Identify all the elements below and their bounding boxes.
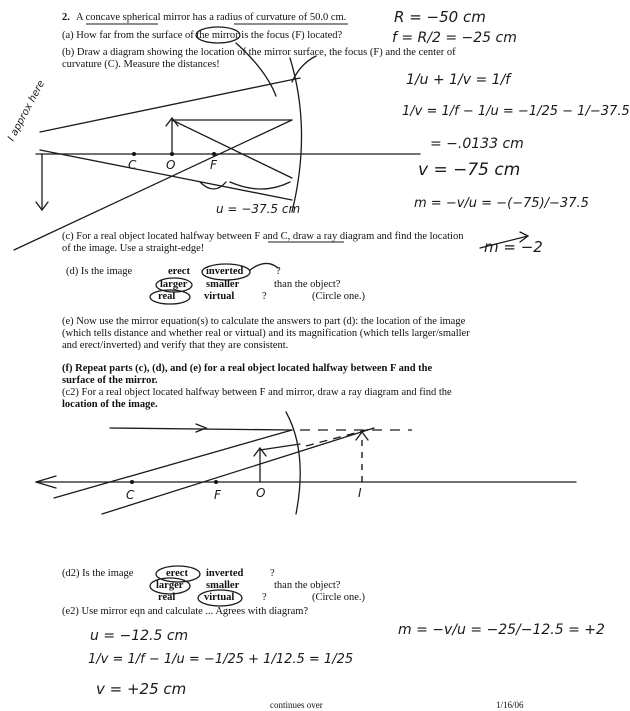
label-c-top: C [128, 158, 137, 172]
than-the-object: than the object? [274, 279, 341, 290]
problem-number: 2. [62, 12, 70, 23]
part-b-question-line1: (b) Draw a diagram showing the location of the mirror surface, the focus (F) and the center of [62, 47, 456, 58]
dashed-extension-diagonal [306, 428, 374, 446]
circle-one-note: (Circle one.) [312, 291, 366, 302]
option-erect: erect [168, 266, 190, 277]
hw-eq-top: 1/u + 1/v = 1/f [406, 72, 511, 88]
hw-v-result: v = −75 cm [418, 160, 521, 180]
part-f-line1: (f) Repeat parts (c), (d), and (e) for a real object located halfway between F and the [62, 363, 433, 374]
ray-lower-top [40, 150, 292, 200]
label-i-bottom: I [358, 486, 362, 500]
option-virtual: virtual [204, 291, 235, 302]
label-c-bottom: C [126, 488, 135, 502]
part-d2-label: (d2) Is the image [62, 568, 134, 579]
problem-statement: A concave spherical mirror has a radius of curvature of 50.0 cm. [76, 12, 347, 23]
d2-option-larger: larger [156, 580, 184, 591]
hw-focus: f = R/2 = −25 cm [392, 30, 517, 46]
hw-magnification: m = −v/u = −(−75)/−37.5 [414, 196, 589, 211]
mirror-arc-bottom [286, 412, 300, 514]
circle-larger-d2 [150, 578, 190, 594]
hw-side-note: I approx here [6, 78, 48, 144]
hw-u-label: u = −37.5 cm [216, 202, 301, 216]
part-c2-line2: location of the image. [62, 399, 158, 410]
option-smaller: smaller [206, 279, 240, 290]
d2-option-virtual: virtual [204, 592, 235, 603]
hw-eq-result: = −.0133 cm [430, 136, 524, 152]
check-mark-d [250, 263, 278, 270]
d2-option-inverted: inverted [206, 568, 244, 579]
question-mark: ? [262, 291, 267, 302]
axis-arrow-left [36, 476, 56, 482]
axis-arrow-left2 [36, 482, 56, 488]
option-real: real [158, 291, 176, 302]
option-larger: larger [160, 279, 188, 290]
ray-object-bottom [260, 444, 300, 450]
ray-reflected-bottom [54, 430, 292, 498]
part-c-question-line1: (c) For a real object located halfway between F and C, draw a ray diagram and find the location [62, 231, 464, 242]
hw-d2-magnification: m = −v/u = −25/−12.5 = +2 [398, 622, 605, 638]
ray-arrow-bottom [196, 424, 206, 432]
part-a-question: (a) How far from the surface of the mirror is the focus (F) located? [62, 30, 343, 41]
footer-date: 1/16/06 [496, 700, 524, 710]
option-inverted: inverted [206, 266, 244, 277]
part-e-line2: (which tells distance and whether real or virtual) and its magnification (which tells larger/smaller [62, 328, 470, 339]
part-c-question-line2: of the image. Use a straight-edge! [62, 243, 205, 254]
ray-focus-bottom [102, 428, 374, 514]
hw-eq-solve: 1/v = 1/f − 1/u = −1/25 − 1/−37.5 [402, 104, 630, 119]
circle-mirror-word [196, 27, 240, 43]
question-mark: ? [262, 592, 267, 603]
hw-d2-equation: 1/v = 1/f − 1/u = −1/25 + 1/12.5 = 1/25 [88, 652, 354, 667]
arrow-to-mirror [236, 43, 276, 96]
d2-option-erect: erect [166, 568, 188, 579]
hw-d2-v: v = +25 cm [96, 680, 187, 698]
d2-option-real: real [158, 592, 176, 603]
footer-continues: continues over [270, 700, 323, 710]
point-c-top [132, 152, 136, 156]
label-o-bottom: O [256, 486, 266, 500]
brace-mirror [230, 182, 290, 189]
question-mark: ? [270, 568, 275, 579]
part-c2-line1: (c2) For a real object located halfway between F and mirror, draw a ray diagram and find the [62, 387, 452, 398]
part-d-label: (d) Is the image [66, 266, 133, 277]
circle-erect-d2 [156, 566, 200, 582]
part-e-line1: (e) Now use the mirror equation(s) to calculate the answers to part (d): the location of the image [62, 316, 466, 327]
question-mark: ? [276, 266, 281, 277]
ray-upper-top [40, 78, 300, 132]
point-f-bottom [214, 480, 218, 484]
d2-option-smaller: smaller [206, 580, 240, 591]
part-b-question-line2: curvature (C). Measure the distances! [62, 59, 220, 70]
d2-than-the-object: than the object? [274, 580, 341, 591]
d2-circle-one-note: (Circle one.) [312, 592, 366, 603]
hw-mag-result: m = −2 [484, 238, 543, 256]
part-e2-label: (e2) Use mirror eqn and calculate ... Agrees with diagram? [62, 606, 309, 617]
hw-radius: R = −50 cm [394, 8, 486, 26]
label-o-top: O [166, 158, 176, 172]
circle-inverted [202, 264, 250, 280]
ray-through-focus-top [14, 120, 292, 250]
hw-d2-u: u = −12.5 cm [90, 628, 189, 644]
part-e-line3: and erect/inverted) and verify that they are consistent. [62, 340, 289, 351]
label-f-bottom: F [214, 488, 221, 502]
label-f-top: F [210, 158, 217, 172]
point-c-bottom [130, 480, 134, 484]
part-f-line2: surface of the mirror. [62, 375, 158, 386]
circle-virtual-d2 [198, 590, 242, 606]
